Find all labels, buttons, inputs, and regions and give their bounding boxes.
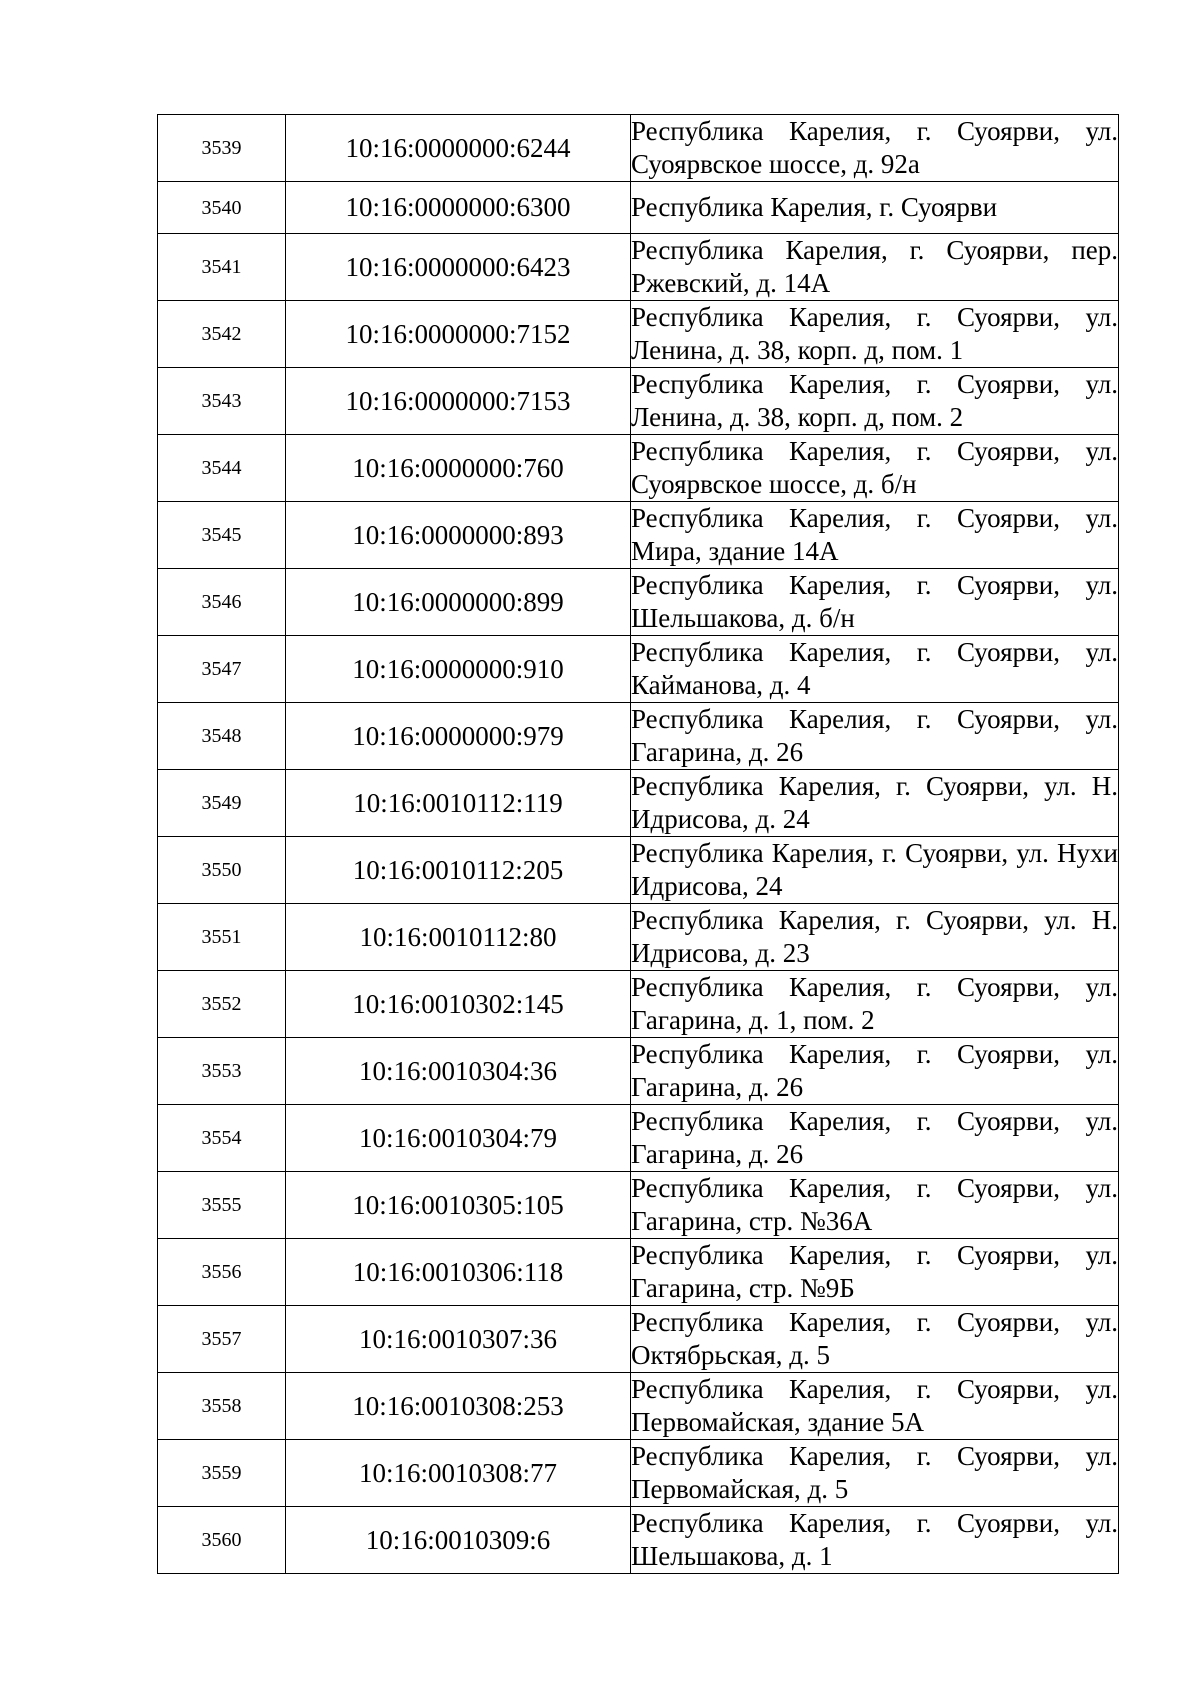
address-cell <box>631 837 1119 904</box>
cadastral-number: 10:16:0000000:899 <box>286 569 631 636</box>
table-row <box>158 435 1119 502</box>
address-cell <box>631 1105 1119 1172</box>
row-number: 3545 <box>158 502 286 569</box>
address-text: Республика Карелия, г. Суоярви, ул. Октябрьская, д. 5 <box>631 1307 1118 1370</box>
cadastral-number: 10:16:0000000:979 <box>286 703 631 770</box>
cadastral-number: 10:16:0010304:79 <box>286 1105 631 1172</box>
row-number: 3544 <box>158 435 286 502</box>
row-number: 3547 <box>158 636 286 703</box>
address-cell <box>631 1172 1119 1239</box>
address-text: Республика Карелия, г. Суоярви, ул. Нухи Идрисова, 24 <box>631 838 1118 901</box>
address-cell <box>631 1038 1119 1105</box>
row-number: 3549 <box>158 770 286 837</box>
row-number: 3559 <box>158 1440 286 1507</box>
table-row <box>158 770 1119 837</box>
table-row <box>158 182 1119 234</box>
address-cell <box>631 703 1119 770</box>
address-cell <box>631 368 1119 435</box>
cadastral-number: 10:16:0000000:760 <box>286 435 631 502</box>
address-text: Республика Карелия, г. Суоярви, ул. Суоярвское шоссе, д. б/н <box>631 436 1118 499</box>
table-row <box>158 1373 1119 1440</box>
row-number: 3557 <box>158 1306 286 1373</box>
cadastral-number: 10:16:0010304:36 <box>286 1038 631 1105</box>
address-text: Республика Карелия, г. Суоярви, ул. Гагарина, д. 1, пом. 2 <box>631 972 1118 1035</box>
row-number: 3550 <box>158 837 286 904</box>
address-cell <box>631 770 1119 837</box>
cadastral-number: 10:16:0000000:910 <box>286 636 631 703</box>
address-text: Республика Карелия, г. Суоярви, пер. Ржевский, д. 14А <box>631 235 1118 298</box>
table-row <box>158 971 1119 1038</box>
table-row <box>158 703 1119 770</box>
table-row <box>158 1105 1119 1172</box>
cadastral-number: 10:16:0010305:105 <box>286 1172 631 1239</box>
cadastral-number: 10:16:0000000:7152 <box>286 301 631 368</box>
table-row <box>158 569 1119 636</box>
table-row <box>158 837 1119 904</box>
row-number: 3543 <box>158 368 286 435</box>
address-cell <box>631 234 1119 301</box>
address-text: Республика Карелия, г. Суоярви, ул. Гагарина, д. 26 <box>631 1039 1118 1102</box>
cadastral-number: 10:16:0000000:6300 <box>286 182 631 234</box>
address-cell <box>631 971 1119 1038</box>
cadastral-number: 10:16:0010302:145 <box>286 971 631 1038</box>
table-row <box>158 636 1119 703</box>
address-cell <box>631 115 1119 182</box>
address-cell <box>631 636 1119 703</box>
address-text: Республика Карелия, г. Суоярви, ул. Шельшакова, д. 1 <box>631 1508 1118 1571</box>
row-number: 3551 <box>158 904 286 971</box>
table-row <box>158 1306 1119 1373</box>
address-cell <box>631 1440 1119 1507</box>
row-number: 3548 <box>158 703 286 770</box>
cadastral-number: 10:16:0010112:119 <box>286 770 631 837</box>
cadastral-number: 10:16:0000000:6423 <box>286 234 631 301</box>
row-number: 3560 <box>158 1507 286 1574</box>
table-body <box>158 115 1119 1574</box>
row-number: 3546 <box>158 569 286 636</box>
table-row <box>158 1440 1119 1507</box>
address-text: Республика Карелия, г. Суоярви <box>631 192 998 222</box>
table-row <box>158 904 1119 971</box>
table-row <box>158 368 1119 435</box>
address-cell <box>631 1507 1119 1574</box>
address-cell <box>631 502 1119 569</box>
address-text: Республика Карелия, г. Суоярви, ул. Н. Идрисова, д. 24 <box>631 771 1118 834</box>
address-text: Республика Карелия, г. Суоярви, ул. Ленина, д. 38, корп. д, пом. 2 <box>631 369 1118 432</box>
address-text: Республика Карелия, г. Суоярви, ул. Гагарина, д. 26 <box>631 704 1118 767</box>
row-number: 3541 <box>158 234 286 301</box>
cadastral-number: 10:16:0010308:253 <box>286 1373 631 1440</box>
property-registry-table <box>157 114 1119 1574</box>
address-text: Республика Карелия, г. Суоярви, ул. Гагарина, стр. №9Б <box>631 1240 1118 1303</box>
address-text: Республика Карелия, г. Суоярви, ул. Н. Идрисова, д. 23 <box>631 905 1118 968</box>
cadastral-number: 10:16:0000000:6244 <box>286 115 631 182</box>
row-number: 3539 <box>158 115 286 182</box>
row-number: 3552 <box>158 971 286 1038</box>
table-row <box>158 234 1119 301</box>
table-row <box>158 1507 1119 1574</box>
cadastral-number: 10:16:0010309:6 <box>286 1507 631 1574</box>
table-row <box>158 502 1119 569</box>
row-number: 3554 <box>158 1105 286 1172</box>
address-text: Республика Карелия, г. Суоярви, ул. Ленина, д. 38, корп. д, пом. 1 <box>631 302 1118 365</box>
address-cell <box>631 1239 1119 1306</box>
row-number: 3555 <box>158 1172 286 1239</box>
address-text: Республика Карелия, г. Суоярви, ул. Гагарина, д. 26 <box>631 1106 1118 1169</box>
address-cell <box>631 1306 1119 1373</box>
address-text: Республика Карелия, г. Суоярви, ул. Первомайская, здание 5А <box>631 1374 1118 1437</box>
address-text: Республика Карелия, г. Суоярви, ул. Первомайская, д. 5 <box>631 1441 1118 1504</box>
address-cell <box>631 904 1119 971</box>
row-number: 3556 <box>158 1239 286 1306</box>
address-text: Республика Карелия, г. Суоярви, ул. Мира, здание 14А <box>631 503 1118 566</box>
cadastral-number: 10:16:0010306:118 <box>286 1239 631 1306</box>
row-number: 3558 <box>158 1373 286 1440</box>
cadastral-number: 10:16:0000000:7153 <box>286 368 631 435</box>
cadastral-number: 10:16:0010112:205 <box>286 837 631 904</box>
table-row <box>158 1172 1119 1239</box>
table-row <box>158 1038 1119 1105</box>
address-cell <box>631 1373 1119 1440</box>
row-number: 3540 <box>158 182 286 234</box>
address-text: Республика Карелия, г. Суоярви, ул. Кайманова, д. 4 <box>631 637 1118 700</box>
address-cell <box>631 182 1119 234</box>
table-row <box>158 301 1119 368</box>
cadastral-number: 10:16:0010112:80 <box>286 904 631 971</box>
address-text: Республика Карелия, г. Суоярви, ул. Суоярвское шоссе, д. 92а <box>631 116 1118 179</box>
cadastral-number: 10:16:0010308:77 <box>286 1440 631 1507</box>
address-cell <box>631 301 1119 368</box>
address-text: Республика Карелия, г. Суоярви, ул. Шельшакова, д. б/н <box>631 570 1118 633</box>
table-row <box>158 115 1119 182</box>
row-number: 3553 <box>158 1038 286 1105</box>
table-row <box>158 1239 1119 1306</box>
address-cell <box>631 435 1119 502</box>
cadastral-number: 10:16:0010307:36 <box>286 1306 631 1373</box>
row-number: 3542 <box>158 301 286 368</box>
cadastral-number: 10:16:0000000:893 <box>286 502 631 569</box>
address-cell <box>631 569 1119 636</box>
address-text: Республика Карелия, г. Суоярви, ул. Гагарина, стр. №36А <box>631 1173 1118 1236</box>
